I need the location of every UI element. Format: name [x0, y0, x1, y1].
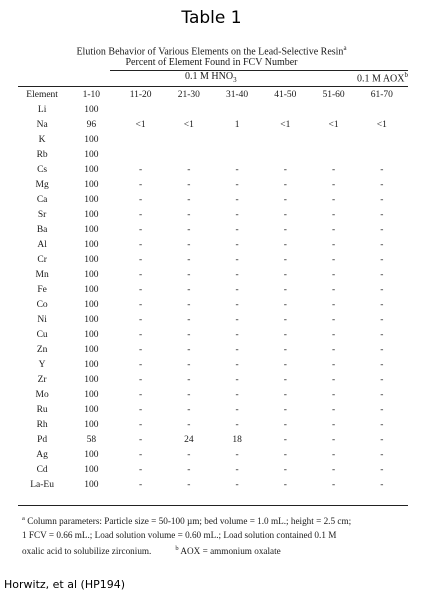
value-cell: - [187, 404, 191, 415]
element-cell: Ru [36, 404, 48, 415]
value-cell: - [380, 239, 384, 250]
elution-table [18, 88, 406, 492]
value-cell [213, 147, 261, 162]
table-row [18, 222, 406, 237]
value-cell: - [331, 284, 336, 295]
value-cell: 100 [84, 209, 99, 220]
value-cell [116, 147, 164, 162]
value-cell: - [235, 344, 239, 355]
value-cell: - [283, 239, 287, 250]
value-cell: - [380, 464, 384, 475]
value-cell [261, 147, 309, 162]
value-cell: 24 [184, 434, 194, 445]
value-cell: <1 [376, 119, 387, 130]
value-cell: - [380, 329, 384, 340]
element-cell: Ag [36, 449, 48, 460]
value-cell: - [235, 464, 239, 475]
element-cell: Cr [37, 254, 47, 265]
elution-table-body [18, 102, 406, 492]
value-cell: - [283, 254, 287, 265]
value-cell: - [380, 194, 384, 205]
value-cell [116, 102, 164, 117]
value-cell: - [187, 479, 191, 490]
value-cell: - [139, 404, 143, 415]
table-row [18, 282, 406, 297]
table-subheading: Percent of Element Found in FCV Number [125, 57, 298, 68]
value-cell: - [331, 449, 336, 460]
element-cell: Y [38, 359, 46, 370]
element-cell: Ca [36, 194, 48, 205]
value-cell: - [331, 254, 336, 265]
element-cell: Co [36, 299, 48, 310]
value-cell: - [380, 479, 384, 490]
value-cell [165, 102, 213, 117]
value-cell: - [139, 374, 143, 385]
value-cell: - [283, 449, 287, 460]
value-cell: - [139, 389, 143, 400]
value-cell: 100 [84, 479, 99, 490]
element-cell: Sr [37, 209, 47, 220]
value-cell [165, 147, 213, 162]
footnote-a-line-2: 1 FCV = 0.66 mL.; Load solution volume = 0.60 mL.; Load solution contained 0.1 M [22, 530, 337, 541]
table-row [18, 417, 406, 432]
value-cell: - [283, 464, 287, 475]
value-cell: - [187, 224, 191, 235]
table-top-rule [18, 86, 408, 87]
value-cell: 100 [84, 284, 99, 295]
value-cell [213, 102, 261, 117]
value-cell: 100 [84, 344, 99, 355]
value-cell: 1 [234, 119, 240, 130]
condition-hno3-label [185, 71, 237, 84]
value-cell: - [187, 449, 191, 460]
value-cell: - [331, 434, 336, 445]
elution-table-header [18, 88, 406, 102]
value-cell: - [235, 239, 239, 250]
value-cell: - [235, 209, 239, 220]
value-cell: - [187, 344, 191, 355]
value-cell: - [380, 179, 384, 190]
value-cell: - [139, 254, 143, 265]
value-cell: - [380, 269, 384, 280]
value-cell: 100 [84, 389, 99, 400]
value-cell: - [235, 224, 239, 235]
value-cell: - [139, 164, 143, 175]
table-row [18, 312, 406, 327]
value-cell: - [380, 359, 384, 370]
table-row [18, 402, 406, 417]
value-cell: - [283, 359, 287, 370]
value-cell: <1 [135, 119, 146, 130]
value-cell: - [187, 164, 191, 175]
value-cell: - [283, 329, 287, 340]
table-row [18, 267, 406, 282]
value-cell: - [331, 374, 336, 385]
value-cell: - [187, 284, 191, 295]
value-cell [213, 132, 261, 147]
value-cell: - [380, 254, 384, 265]
source-credit: Horwitz, et al (HP194) [4, 578, 126, 591]
value-cell: - [380, 449, 384, 460]
table-row [18, 432, 406, 447]
value-cell: - [235, 314, 239, 325]
table-row [18, 342, 406, 357]
table-row [18, 177, 406, 192]
value-cell: - [283, 284, 287, 295]
column-header: Element [26, 90, 58, 100]
element-cell: Na [36, 119, 48, 130]
value-cell: - [331, 419, 336, 430]
condition-aox-label [357, 71, 408, 84]
table-row [18, 207, 406, 222]
footnote-b-mark: b [175, 545, 179, 553]
footnote-a-line-1 [22, 512, 407, 528]
table-row [18, 117, 406, 132]
value-cell: - [235, 269, 239, 280]
caption-text: Elution Behavior of Various Elements on the Lead-Selective Resin [76, 46, 344, 58]
footnote-a-text-3: oxalic acid to solubilize zirconium. [22, 546, 152, 557]
value-cell: - [187, 209, 191, 220]
element-cell: Zr [37, 374, 47, 385]
table-row [18, 297, 406, 312]
column-header: 31-40 [225, 90, 249, 100]
column-header: 41-50 [274, 90, 297, 100]
element-cell: Cs [37, 164, 48, 175]
value-cell [309, 147, 357, 162]
element-cell: Fe [37, 284, 47, 295]
table-footnotes [22, 512, 407, 558]
value-cell: - [331, 299, 336, 310]
page-title: Table 1 [181, 8, 242, 28]
value-cell: - [139, 269, 143, 280]
table-row [18, 192, 406, 207]
value-cell: - [187, 464, 191, 475]
value-cell: - [139, 329, 143, 340]
value-cell: - [380, 344, 384, 355]
value-cell: - [187, 269, 191, 280]
value-cell: 100 [84, 224, 99, 235]
value-cell: 96 [86, 119, 97, 130]
value-cell: - [235, 404, 239, 415]
element-cell: Mg [35, 179, 49, 190]
value-cell: 100 [84, 269, 99, 280]
value-cell: - [331, 209, 336, 220]
table-caption [0, 42, 423, 58]
value-cell: - [187, 194, 191, 205]
value-cell [358, 102, 406, 117]
table-row [18, 387, 406, 402]
value-cell: <1 [280, 119, 291, 130]
caption-footnote-mark: a [343, 44, 347, 52]
element-cell: Cu [36, 329, 48, 340]
value-cell: - [331, 239, 336, 250]
value-cell: - [283, 479, 287, 490]
value-cell: - [187, 239, 191, 250]
value-cell: - [139, 224, 143, 235]
value-cell: - [235, 164, 239, 175]
value-cell: - [139, 209, 143, 220]
table-row [18, 102, 406, 117]
value-cell: 100 [84, 164, 99, 175]
value-cell: 100 [84, 194, 99, 205]
value-cell: - [235, 419, 239, 430]
value-cell: - [331, 179, 336, 190]
value-cell: - [331, 194, 336, 205]
value-cell: - [187, 179, 191, 190]
value-cell: - [139, 419, 143, 430]
value-cell: - [331, 389, 336, 400]
table-row [18, 252, 406, 267]
value-cell: 100 [84, 359, 99, 370]
value-cell: - [187, 359, 191, 370]
value-cell [309, 102, 357, 117]
value-cell: 100 [84, 239, 99, 250]
table-row [18, 147, 406, 162]
value-cell: - [187, 419, 191, 430]
value-cell: - [283, 434, 287, 445]
value-cell: - [283, 164, 287, 175]
value-cell: - [235, 254, 239, 265]
column-header: 1-10 [82, 90, 101, 100]
table-row [18, 447, 406, 462]
value-cell: 100 [84, 329, 99, 340]
value-cell: - [139, 314, 143, 325]
element-cell: K [38, 134, 46, 145]
element-cell: Cd [36, 464, 48, 475]
element-cell: La-Eu [30, 479, 54, 490]
value-cell: - [380, 314, 384, 325]
table-row [18, 327, 406, 342]
value-cell: - [380, 284, 384, 295]
value-cell: - [187, 374, 191, 385]
value-cell: - [187, 299, 191, 310]
value-cell: 100 [84, 134, 99, 145]
value-cell [165, 132, 213, 147]
value-cell: 18 [232, 434, 242, 445]
value-cell: - [283, 389, 287, 400]
value-cell: - [380, 224, 384, 235]
value-cell: 100 [84, 149, 99, 160]
value-cell: - [139, 479, 143, 490]
value-cell: - [187, 314, 191, 325]
table-row [18, 357, 406, 372]
element-cell: Zn [36, 344, 48, 355]
value-cell: - [380, 434, 384, 445]
value-cell: - [139, 194, 143, 205]
table-row [18, 237, 406, 252]
value-cell: - [380, 209, 384, 220]
value-cell: - [139, 359, 143, 370]
value-cell: - [283, 224, 287, 235]
value-cell: - [283, 419, 287, 430]
value-cell: 100 [84, 404, 99, 415]
condition-aox-text: 0.1 M AOX [357, 73, 405, 85]
value-cell: - [235, 179, 239, 190]
footnote-b-text: AOX = ammonium oxalate [180, 546, 281, 557]
value-cell: 100 [84, 314, 99, 325]
element-cell: Mo [35, 389, 49, 400]
value-cell [358, 132, 406, 147]
value-cell [261, 132, 309, 147]
table-row [18, 462, 406, 477]
element-cell: Rb [36, 149, 48, 160]
value-cell: - [235, 449, 239, 460]
value-cell: - [187, 254, 191, 265]
footnote-a-text-1: Column parameters: Particle size = 50-100 µm; bed volume = 1.0 mL.; height = 2.5 cm; [27, 516, 352, 527]
element-cell: Mn [35, 269, 49, 280]
table-row [18, 162, 406, 177]
element-cell: Al [37, 239, 47, 250]
element-cell: Li [37, 104, 47, 115]
value-cell: 100 [84, 254, 99, 265]
value-cell: - [139, 299, 143, 310]
value-cell: - [139, 434, 143, 445]
value-cell: - [283, 299, 287, 310]
value-cell: - [283, 344, 287, 355]
column-header: 11-20 [129, 90, 152, 100]
table-row [18, 132, 406, 147]
condition-hno3-subscript: 3 [233, 76, 237, 84]
value-cell: 100 [84, 374, 99, 385]
value-cell: - [283, 269, 287, 280]
value-cell: <1 [328, 119, 339, 130]
value-cell [309, 132, 357, 147]
value-cell: - [235, 284, 239, 295]
value-cell: - [283, 194, 287, 205]
value-cell: - [331, 344, 336, 355]
element-cell: Pd [37, 434, 48, 445]
value-cell: - [380, 389, 384, 400]
value-cell: - [235, 329, 239, 340]
value-cell: - [187, 389, 191, 400]
value-cell: - [380, 299, 384, 310]
value-cell: - [235, 389, 239, 400]
value-cell: - [331, 404, 336, 415]
value-cell: - [380, 419, 384, 430]
table-row [18, 477, 406, 492]
value-cell: - [235, 299, 239, 310]
value-cell: - [235, 359, 239, 370]
value-cell: - [139, 284, 143, 295]
value-cell: - [139, 464, 143, 475]
footnote-a-mark: a [22, 515, 25, 522]
value-cell: <1 [183, 119, 194, 130]
value-cell: - [235, 479, 239, 490]
value-cell: 100 [84, 104, 99, 115]
value-cell: - [331, 479, 336, 490]
element-cell: Rh [36, 419, 48, 430]
value-cell: - [331, 329, 336, 340]
value-cell: - [331, 164, 336, 175]
value-cell: - [283, 404, 287, 415]
condition-hno3-text: 0.1 M HNO [185, 71, 234, 82]
value-cell: - [139, 344, 143, 355]
value-cell: 100 [84, 299, 99, 310]
value-cell [116, 132, 164, 147]
value-cell: - [139, 449, 143, 460]
condition-aox-footnote-mark: b [404, 71, 409, 79]
value-cell [261, 102, 309, 117]
table-row [18, 372, 406, 387]
value-cell: - [283, 209, 287, 220]
value-cell: - [283, 374, 287, 385]
column-header: 21-30 [177, 90, 200, 100]
value-cell: - [235, 194, 239, 205]
value-cell: 100 [84, 419, 99, 430]
value-cell: - [187, 329, 191, 340]
value-cell: - [139, 239, 143, 250]
value-cell: - [331, 224, 336, 235]
element-cell: Ni [37, 314, 47, 325]
value-cell [358, 147, 406, 162]
value-cell: - [331, 314, 336, 325]
value-cell: - [331, 269, 336, 280]
value-cell: 58 [86, 434, 97, 445]
value-cell: - [331, 359, 336, 370]
header-row [18, 88, 406, 102]
value-cell: - [380, 164, 384, 175]
value-cell: - [283, 314, 287, 325]
value-cell: 100 [84, 179, 99, 190]
column-header: 61-70 [370, 90, 393, 100]
value-cell: - [139, 179, 143, 190]
value-cell: 100 [84, 449, 99, 460]
value-cell: - [331, 464, 336, 475]
value-cell: 100 [84, 464, 99, 475]
value-cell: - [235, 374, 239, 385]
table-bottom-rule [18, 505, 408, 506]
value-cell: - [380, 374, 384, 385]
footnote-a-line-3 [22, 542, 407, 558]
value-cell: - [380, 404, 384, 415]
column-header: 51-60 [322, 90, 345, 100]
value-cell: - [283, 179, 287, 190]
footnote-b [175, 546, 280, 556]
element-cell: Ba [36, 224, 48, 235]
